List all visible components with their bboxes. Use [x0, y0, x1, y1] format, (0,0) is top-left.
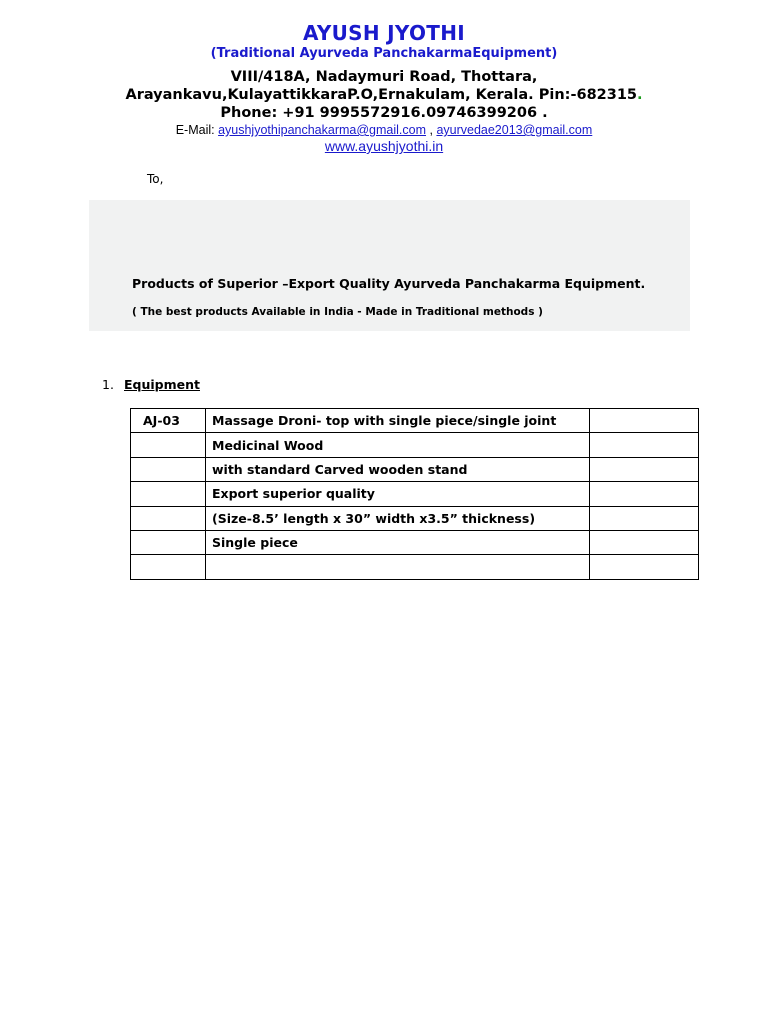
- banner-subtitle: ( The best products Available in India - Made in Traditional methods ): [132, 306, 543, 318]
- address-line-2-text: Arayankavu,KulayattikkaraP.O,Ernakulam, Kerala. Pin:-682315: [125, 87, 638, 103]
- description-cell: Single piece: [206, 530, 590, 554]
- salutation: To,: [147, 172, 164, 186]
- description-cell: [206, 555, 590, 579]
- email-separator: ,: [426, 123, 437, 137]
- email-link-2[interactable]: ayurvedae2013@gmail.com: [436, 123, 593, 137]
- product-code-cell: [131, 457, 206, 481]
- table-row: [131, 457, 699, 481]
- address-block: [0, 68, 768, 122]
- description-cell: Medicinal Wood: [206, 433, 590, 457]
- description-cell: (Size-8.5’ length x 30” width x3.5” thickness): [206, 506, 590, 530]
- banner-title: Products of Superior –Export Quality Ayurveda Panchakarma Equipment.: [132, 276, 646, 291]
- extra-cell: [590, 530, 699, 554]
- product-code-cell: [131, 555, 206, 579]
- table-row: [131, 555, 699, 579]
- email-label: E-Mail:: [175, 123, 219, 137]
- product-code-cell: [131, 482, 206, 506]
- table-row: [131, 433, 699, 457]
- product-code-cell: [131, 433, 206, 457]
- products-banner: [89, 200, 690, 331]
- table-row: [131, 506, 699, 530]
- table-row: [131, 409, 699, 433]
- extra-cell: [590, 457, 699, 481]
- extra-cell: [590, 506, 699, 530]
- company-tagline: (Traditional Ayurveda PanchakarmaEquipment): [210, 46, 558, 61]
- section-heading: [102, 377, 200, 392]
- company-name: AYUSH JYOTHI: [302, 21, 466, 45]
- website-line: [0, 138, 768, 155]
- address-line-1: VIII/418A, Nadaymuri Road, Thottara,: [230, 69, 538, 85]
- section-label: Equipment: [124, 377, 200, 392]
- letterhead: [0, 20, 768, 155]
- table-row: [131, 530, 699, 554]
- address-line-2: [0, 86, 768, 104]
- phone-line: Phone: +91 9995572916.09746399206 .: [220, 105, 548, 121]
- table-row: [131, 482, 699, 506]
- equipment-table: [130, 408, 699, 580]
- extra-cell: [590, 555, 699, 579]
- product-code-cell: AJ-03: [131, 409, 206, 433]
- section-number: 1.: [102, 377, 114, 392]
- extra-cell: [590, 482, 699, 506]
- extra-cell: [590, 409, 699, 433]
- email-line: [0, 123, 768, 138]
- address-line-2-end: .: [637, 87, 643, 103]
- product-code-cell: [131, 506, 206, 530]
- description-cell: Export superior quality: [206, 482, 590, 506]
- product-code-cell: [131, 530, 206, 554]
- description-cell: Massage Droni- top with single piece/single joint: [206, 409, 590, 433]
- description-cell: with standard Carved wooden stand: [206, 457, 590, 481]
- website-link[interactable]: www.ayushjyothi.in: [324, 138, 444, 154]
- extra-cell: [590, 433, 699, 457]
- email-link-1[interactable]: ayushjyothipanchakarma@gmail.com: [218, 123, 427, 137]
